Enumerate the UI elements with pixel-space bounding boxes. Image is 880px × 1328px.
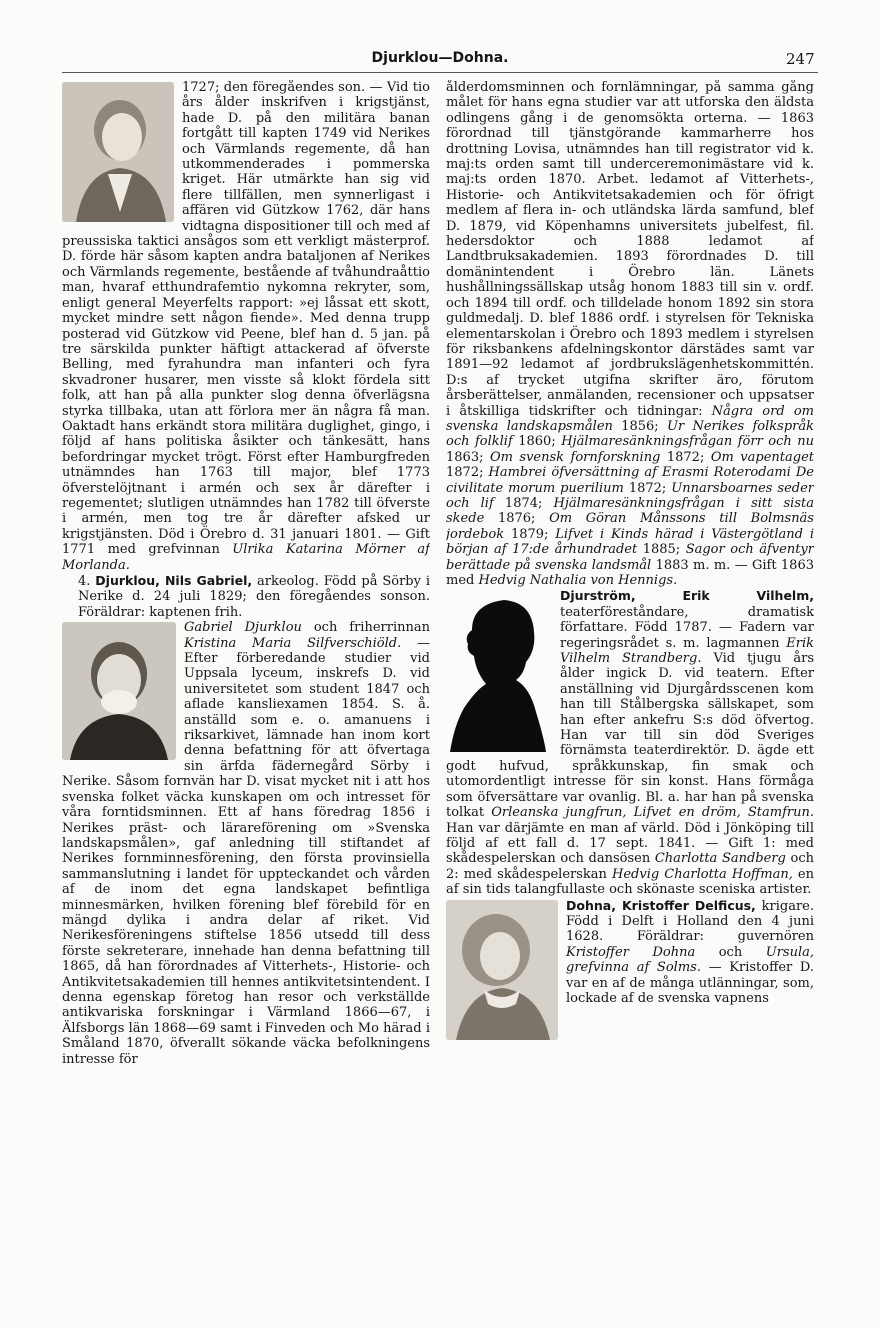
djurstrom-text-d: och 2: med skådespelerskan xyxy=(446,851,814,882)
djurstrom-spouse2: Hedvig Charlotta Hoffman, xyxy=(612,866,793,882)
work-title: Om Göran Månssons till Bolmsnäs jordebok xyxy=(446,511,814,542)
dohna-text-c: — Kristoffer D. var en af de många utlänningar, som, lockade af de svenska vapnens xyxy=(566,960,814,1006)
work-title: Om svensk fornforskning xyxy=(489,449,661,465)
work-year: 1874; xyxy=(493,495,554,511)
work-year: 1872; xyxy=(623,480,672,496)
portrait-djurklou-elder xyxy=(62,82,174,222)
djurstrom-spouse1: Charlotta Sandberg xyxy=(654,851,786,867)
djurstrom-text-e: en af sin tids talangfullaste och skönaste sceniska artister. xyxy=(446,866,814,898)
entry3-body-text: 1727; den föregåendes son. — Vid tio års ålder inskrifven i krigstjänst, hade D. på den militära banan fortgått till kapten 1749 vid Nerikes och Värmlands regemente, då han utkommenderades i pommerska kriget. Här utmärkte han sig vid flere tillfällen, men synnerligast i affären vid Gützkow 1762, där hans vidtagna dispositioner till och med af preussiska taktici ansågos som ett verkligt mästerprof. D. förde här såsom kapten andra bataljonen af Nerikes och Värmlands regemente, bestående af tvåhundraåttio man, hvaraf etthundrafemtio nykomna rekryter, som, enligt general Meyerfelts rapport: »ej låssat ett skott, mycket mindre sett någon fiende». Med denna trupp posterad vid Gützkow vid Peene, blef han d. 5 jan. på tre särskilda punkter häftigt attackerad af öfverste Belling, med fyrahundra man infanteri och fyra skvadroner husarer, men visste så klokt fördela sitt folk, att han på alla punkter slog denna öfverlägsna styrka tillbaka, utan att förlora mer än några få man. Oaktadt hans erkändt stora militära duglighet, gingo, i följd af hans politiska åsikter och tänkesätt, hans befordringar mycket trögt. Först efter Hamburgfreden utnämndes han 1763 till major, blef 1773 öfverstelöjtnant i armén och sex år därefter i regementet; slutligen utnämndes han 1782 till öfverste i armén, men tog tre år därefter afsked ur krigstjänsten. Död i Örebro d. 31 januari 1801. — Gift 1771 med grefvinnan xyxy=(62,80,430,558)
work-year: 1856; xyxy=(612,418,667,434)
portrait-nils-gabriel-djurklou xyxy=(62,622,176,760)
right-column xyxy=(446,80,814,1320)
work-title: Några ord om svenska landskapsmålen xyxy=(446,403,814,434)
work-title: Ur Nerikes folkspråk och folklif xyxy=(446,418,814,450)
entry4-mother-name: Kristina Maria Silfverschiöld. xyxy=(184,635,402,651)
dohna-father-name: Kristoffer Dohna xyxy=(566,944,696,960)
djurstrom-text-a: teaterföreståndare, dramatisk författare. Född 1787. — Fadern var regeringsrådet s. m. lagmannen xyxy=(560,604,814,651)
entry4-spouse-name: Hedvig Nathalia von Hennigs. xyxy=(478,573,678,588)
entry4-text-c: — Efter förberedande studier vid Uppsala lyceum, inskrefs D. vid universitetet som student 1847 och aflade kansliexamen 1854. S. å. anställd som e. o. amanuens i riksarkivet, lämnade han inom kort denna befattning för att öfvertaga sin ärfda fädernegård Sörby i Nerike. Såsom fornvän har D. visat mycket nit i att hos svenska folket väcka kunskapen om och intresset för våra forntidsminnen. Ett af hans föredrag 1856 i Nerikes präst- och lärareförening om »Svenska landskapsmålen», gaf anledning till stiftandet af Nerikes fornminnesförening, den första provinsiella sammanslutning i landet för uppteckandet och vården af de inom det egna landskapet befintliga minnesmärken, hvilken förening blef förebild för en mängd dylika i andra delar af riket. Vid Nerikesföreningens stiftelse 1856 utsedd till dess förste sekreterare, innehade han denna befattning till 1865, då han förordnades af Vitterhets-, Historie- och Antikvitetsakademien till hennes antikvitetsintendent. I denna egenskap företog han resor och verkställde antikvariska forskningar i Värmland 1866—67, i Älfsborgs län 1868—69 samt i Finveden och Mo härad i Småland 1870, öfverallt sökande väcka befolkningens intresse för xyxy=(62,635,430,1067)
work-year: 1883 m. m. — Gift 1863 med xyxy=(446,557,814,588)
dohna-text-a: krigare. Född i Delft i Holland den 4 juni 1628. Föräldrar: guvernören xyxy=(566,898,814,945)
entry4-text-b: och friherrinnan xyxy=(301,620,430,636)
work-title: Unnarsboarnes seder och lif xyxy=(446,480,814,511)
entry4-continuation: ålderdomsminnen och fornlämningar, på samma gång målet för hans egna studier var att utforska den äldsta odlingens gång i de genomsökta orterna. — 1863 förordnad till tjänstgörande kammarherre hos drottning Lovisa, utnämndes han till registrator vid k. maj:ts orden samt till underceremonimästare vid k. maj:ts orden 1870. Arbet. ledamot af Vitterhets-, Historie- och Antikvitetsakademien och för öfrigt medlem af flera in- och utländska lärda samfund, blef D. 1879, vid Köpenhamns universitets jubelfest, fil. hedersdoktor och 1888 ledamot af Landtbruksakademien. 1893 förordnades D. till domänintendent i Örebro län. Länets hushållningssällskap utsåg honom 1883 till sin v. ordf. och 1894 till ordf. och tilldelade honom 1892 sin stora guldmedalj. D. blef 1886 ordf. i styrelsen för Tekniska elementarskolan i Örebro och 1893 medlem i styrelsen för riksbankens afdelningskontor därstädes samt var 1891—92 ledamot af jordbrukslägenhetskommittén. D:s af trycket utgifna skrifter äro, förutom årsberättelser, anmälanden, recensioner och uppsatser i åtskilliga tidskrifter och tidningar: xyxy=(446,80,814,419)
work-title: Hjälmaresänkningsfrågan i sitt sista skede xyxy=(446,495,814,527)
work-year: 1885; xyxy=(637,542,686,558)
header-rule xyxy=(62,72,818,73)
work-title: Hambrei öfversättning af Erasmi Roterodami De civilitate morum puerilium xyxy=(446,465,814,496)
running-header: Djurklou—Dohna. xyxy=(371,50,509,66)
djurstrom-headword: Djurström, Erik Vilhelm, xyxy=(560,588,814,604)
work-year: 1860; xyxy=(512,434,562,450)
left-column xyxy=(62,80,430,1320)
entry4-headword: Djurklou, Nils Gabriel, xyxy=(95,573,253,588)
silhouette-djurstrom xyxy=(446,592,550,752)
djurstrom-text-b: Vid tjugu års ålder ingick D. vid teatern. Efter anställning vid Djurgårdsscenen kom han till Stålbergska sällskapet, som han efter ankefru S:s död öfvertog. Han var till sin död Sveriges förnämsta teaterdirektör. D. ägde ett godt hufvud, språkkunskap, fin smak och utomordentligt intresse för sin konst. Hans förmåga som öfversättare var ovanlig. Bl. a. har han på svenska tolkat xyxy=(446,651,814,821)
djurstrom-translations: Orleanska jungfrun, Lifvet en dröm, Stamfrun. xyxy=(491,805,814,821)
work-year: 1879; xyxy=(504,526,556,542)
work-title: Sagor och äfventyr berättade på svenska landsmål xyxy=(446,542,814,573)
work-year: 1876; xyxy=(484,511,550,527)
entry4-father-name: Gabriel Djurklou xyxy=(184,620,302,636)
entry4-number: 4. xyxy=(78,574,91,589)
djurstrom-father-name: Erik Vilhelm Strandberg. xyxy=(560,635,814,667)
work-title: Hjälmaresänkningsfrågan förr och nu xyxy=(561,434,814,450)
entry4-text-a: arkeolog. Född på Sörby i Nerike d. 24 juli 1829; den föregåendes sonson. Föräldrar: kaptenen frih. xyxy=(78,574,430,620)
dohna-headword: Dohna, Kristoffer Delficus, xyxy=(566,897,756,913)
work-year: 1863; xyxy=(446,449,490,465)
djurstrom-text-c: Han var därjämte en man af värld. Död i Jönköping till följd af ett fall d. 17 sept. 1841. — Gift 1: med skådespelerskan och dansösen xyxy=(446,820,814,867)
work-title: Lifvet i Kinds härad i Västergötland i början af 17:de århundradet xyxy=(446,526,814,558)
dohna-text-b: och xyxy=(695,944,766,960)
portrait-dohna xyxy=(446,900,558,1040)
work-year: 1872; xyxy=(446,465,489,481)
page-number: 247 xyxy=(786,50,815,68)
dohna-mother-name: Ursula, grefvinna af Solms. xyxy=(566,944,814,976)
works-list xyxy=(446,404,814,588)
entry3-spouse-name: Ulrika Katarina Mörner af Morlanda. xyxy=(62,542,430,573)
work-title: Om vapentaget xyxy=(710,449,814,465)
work-year: 1872; xyxy=(660,449,711,465)
